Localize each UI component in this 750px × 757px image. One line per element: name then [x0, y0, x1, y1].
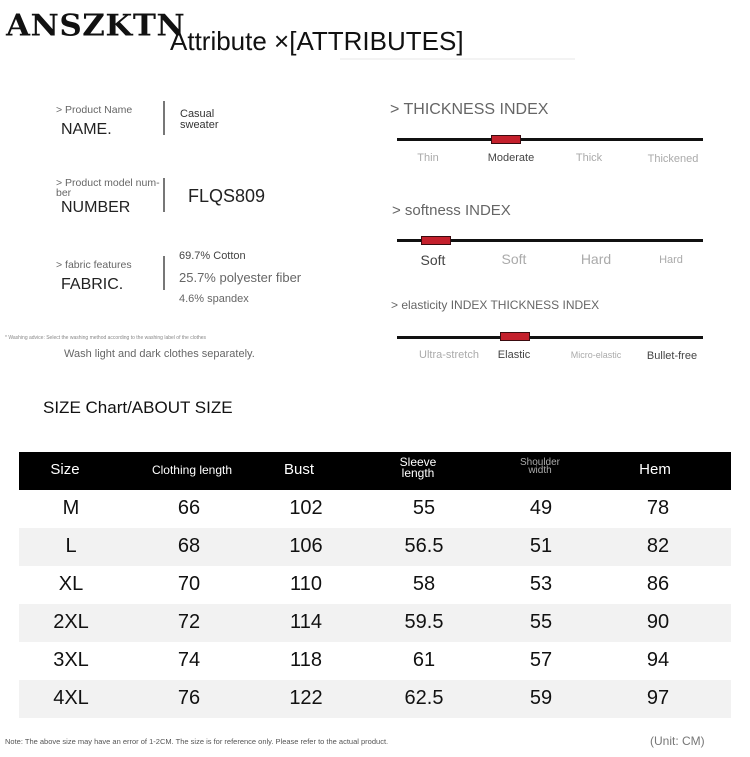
header-sleeve-line1: Sleeve: [399, 455, 437, 469]
fabric-label: > fabric features: [56, 259, 132, 271]
table-row: [19, 680, 731, 718]
size-chart-title: SIZE Chart/ABOUT SIZE: [43, 398, 233, 417]
divider: [163, 101, 165, 135]
cell-clothing-length: 76: [177, 687, 201, 709]
cell-hem: 90: [646, 611, 670, 633]
size-note: Note: The above size may have an error of 1-2CM. The size is for reference only. Please refer to the actual product.: [5, 737, 389, 746]
cell-bust: 102: [289, 497, 323, 519]
cell-clothing-length: 68: [177, 535, 201, 557]
cell-size: L: [65, 535, 77, 557]
tick-thick: Thick: [575, 152, 603, 164]
header-sleeve-length: [400, 457, 437, 479]
table-row: [19, 604, 731, 642]
cell-sleeve-length: 59.5: [404, 611, 444, 633]
header-bust: Bust: [283, 461, 315, 478]
cell-size: 2XL: [53, 611, 89, 633]
tick-micro-elastic: Micro-elastic: [570, 350, 622, 360]
tick-ultra-stretch: Ultra-stretch: [419, 349, 479, 361]
thickness-index-marker: [491, 135, 521, 144]
tick-thin: Thin: [417, 152, 439, 164]
product-name-value-line1: Casual: [180, 108, 215, 120]
header-shoulder-width: [520, 459, 560, 475]
elasticity-index-marker: [500, 332, 530, 341]
header-size: Size: [50, 461, 80, 478]
cell-clothing-length: 70: [177, 573, 201, 595]
table-row: [19, 566, 731, 604]
size-table-header: [19, 452, 731, 490]
softness-index-title: > softness INDEX: [392, 202, 511, 219]
tick-thickened: Thickened: [647, 153, 699, 165]
cell-hem: 97: [646, 687, 670, 709]
thickness-index-line: [397, 138, 703, 141]
cell-clothing-length: 66: [177, 497, 201, 519]
cell-shoulder-width: 59: [529, 687, 553, 709]
divider: [163, 256, 165, 290]
tick-hard: Hard: [580, 251, 612, 267]
unit-label: (Unit: CM): [650, 734, 705, 748]
softness-index-marker: [421, 236, 451, 245]
thickness-index-title: > THICKNESS INDEX: [390, 101, 549, 118]
name-key: NAME.: [61, 121, 112, 138]
cell-bust: 114: [290, 611, 322, 633]
cell-hem: 86: [646, 573, 670, 595]
tick-hard-2: Hard: [659, 254, 683, 266]
tick-soft: Soft: [501, 251, 527, 267]
model-number-value: FLQS809: [188, 186, 266, 206]
tick-elastic: Elastic: [497, 349, 531, 361]
cell-bust: 110: [290, 573, 322, 595]
cell-size: 3XL: [53, 649, 89, 671]
cell-bust: 106: [289, 535, 323, 557]
product-model-label-line1: > Product model num-: [56, 177, 160, 189]
header-shoulder-line1: Shoulder: [519, 457, 561, 468]
cell-sleeve-length: 55: [412, 497, 436, 519]
elasticity-index-line: [397, 336, 703, 339]
divider: [163, 178, 165, 212]
product-model-label: [56, 178, 160, 198]
title-underline: [340, 58, 575, 60]
cell-sleeve-length: 56.5: [404, 535, 444, 557]
header-shoulder-line2: width: [528, 465, 552, 476]
fabric-spandex: 4.6% spandex: [179, 293, 249, 305]
header-clothing-length: Clothing length: [151, 463, 233, 477]
cell-shoulder-width: 49: [529, 497, 553, 519]
cell-sleeve-length: 61: [412, 649, 436, 671]
tick-soft-selected: Soft: [420, 252, 446, 268]
cell-hem: 78: [646, 497, 670, 519]
product-name-label: > Product Name: [56, 104, 133, 116]
header-hem: Hem: [639, 461, 671, 478]
washing-text: Wash light and dark clothes separately.: [64, 348, 255, 360]
cell-size: 4XL: [53, 687, 89, 709]
header-sleeve-line2: length: [401, 466, 435, 480]
cell-sleeve-length: 62.5: [404, 687, 444, 709]
fabric-cotton: 69.7% Cotton: [179, 250, 246, 262]
page-title: Attribute ×[ATTRIBUTES]: [170, 26, 464, 56]
cell-hem: 94: [646, 649, 670, 671]
table-row: [19, 642, 731, 680]
cell-bust: 118: [290, 649, 322, 671]
cell-shoulder-width: 57: [529, 649, 553, 671]
tick-bullet-free: Bullet-free: [646, 350, 698, 362]
fabric-polyester: 25.7% polyester fiber: [179, 270, 302, 285]
elasticity-index-title: > elasticity INDEX THICKNESS INDEX: [391, 298, 600, 312]
cell-clothing-length: 74: [177, 649, 201, 671]
product-name-value: [180, 109, 219, 131]
cell-size: M: [62, 497, 80, 519]
product-model-label-line2: ber: [56, 187, 72, 199]
cell-shoulder-width: 51: [529, 535, 553, 557]
brand-logo: ANSZKTN: [6, 8, 186, 44]
product-name-value-line2: sweater: [180, 119, 219, 131]
cell-sleeve-length: 58: [412, 573, 436, 595]
number-key: NUMBER: [61, 199, 131, 216]
table-row: [19, 528, 731, 566]
cell-size: XL: [58, 573, 84, 595]
tick-moderate: Moderate: [487, 152, 535, 164]
washing-advice: * Washing advice: Select the washing method according to the washing label of the clothes: [5, 335, 207, 341]
cell-shoulder-width: 55: [529, 611, 553, 633]
cell-hem: 82: [646, 535, 670, 557]
cell-clothing-length: 72: [177, 611, 201, 633]
cell-shoulder-width: 53: [529, 573, 553, 595]
table-row: [19, 490, 731, 528]
fabric-key: FABRIC.: [61, 276, 124, 293]
cell-bust: 122: [289, 687, 323, 709]
